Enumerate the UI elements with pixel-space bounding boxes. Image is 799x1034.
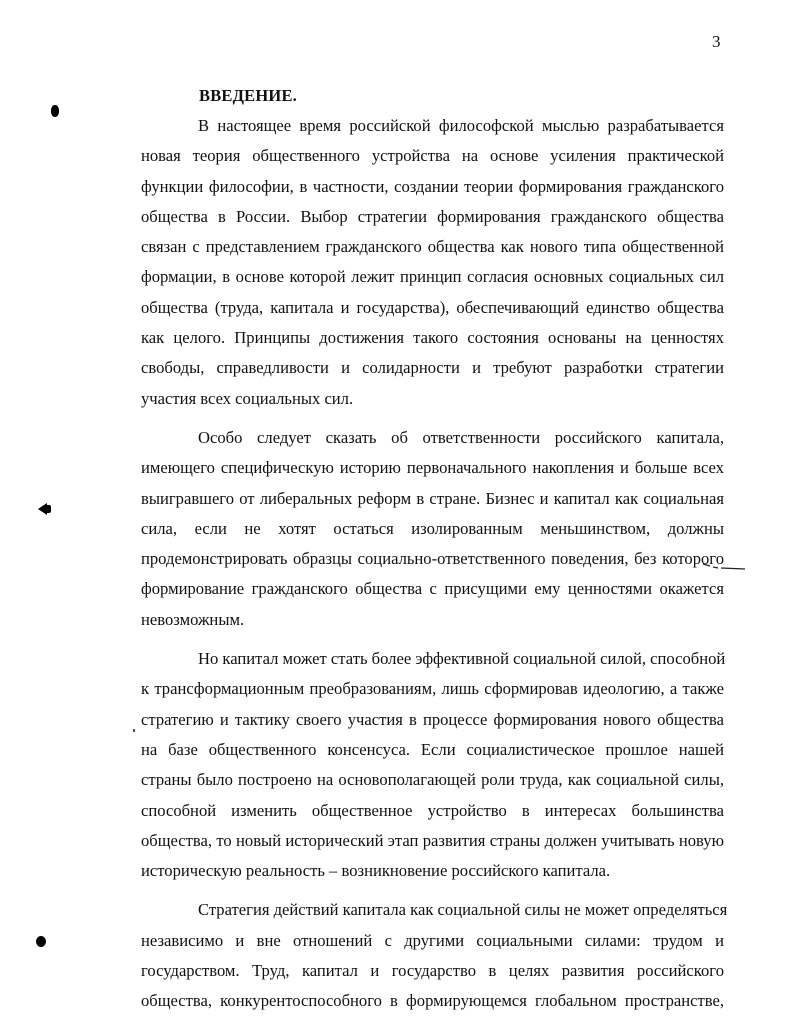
page-number: 3	[712, 32, 721, 51]
text-line: страны было построено на основополагающей роли труда, как социальной силы,	[141, 770, 724, 790]
paragraph-1	[141, 111, 724, 414]
text-line: формации, в основе которой лежит принцип согласия основных социальных сил	[141, 267, 724, 287]
text-line: общества в России. Выбор стратегии формирования гражданского общества	[141, 206, 724, 226]
margin-blot-icon	[51, 105, 59, 117]
text-line: независимо и вне отношений с другими социальными силами: трудом и	[141, 930, 724, 950]
text-line: способной изменить общественное устройство в интересах большинства	[141, 800, 724, 820]
text-line: стратегию и тактику своего участия в процессе формирования нового общества	[141, 709, 724, 729]
text-line: сила, если не хотят остаться изолированным меньшинством, должны	[141, 518, 724, 538]
paragraph-4	[141, 895, 728, 1016]
text-line: Но капитал может стать более эффективной социальной силой, способной	[198, 649, 726, 669]
text-line: В настоящее время российской философской мыслью разрабатывается	[198, 116, 724, 135]
text-line: выигравшего от либеральных реформ в стране. Бизнес и капитал как социальная	[141, 488, 724, 508]
text-line: историческую реальность – возникновение российского капитала.	[141, 861, 611, 881]
text-line: общества, то новый исторический этап развития страны должен учитывать новую	[141, 830, 724, 850]
text-line: на базе общественного консенсуса. Если социалистическое прошлое нашей	[141, 739, 724, 759]
text-line: государством. Труд, капитал и государство в целях развития российского	[141, 961, 724, 981]
text-line: свободы, справедливости и солидарности и требуют разработки стратегии	[141, 358, 724, 378]
text-line: общества (труда, капитала и государства), обеспечивающий единство общества	[141, 297, 724, 317]
margin-blot-icon	[36, 936, 46, 947]
text-line: Стратегия действий капитала как социальной силы не может определяться	[198, 900, 728, 920]
text-line: к трансформационным преобразованиям, лишь сформировав идеологию, а также	[141, 679, 724, 699]
text-line: как целого. Принципы достижения такого состояния основаны на ценностях	[141, 328, 724, 348]
text-line: связан с представлением гражданского общества как нового типа общественной	[141, 237, 724, 257]
paragraph-3	[141, 644, 724, 886]
section-heading: ВВЕДЕНИЕ.	[199, 86, 297, 105]
text-line: невозможным.	[141, 609, 245, 629]
paragraph-2	[141, 423, 724, 635]
text-line: общества, конкурентоспособного в формирующемся глобальном пространстве,	[141, 991, 724, 1011]
text-line: Особо следует сказать об ответственности российского капитала,	[198, 427, 724, 447]
tick-mark	[133, 729, 135, 732]
document-body	[141, 111, 728, 1017]
text-line: имеющего специфическую историю первоначального накопления и больше всех	[141, 458, 724, 478]
text-line: функции философии, в частности, создании теории формирования гражданского	[141, 176, 724, 196]
margin-arrow-tail-icon	[45, 505, 51, 513]
text-line: продемонстрировать образцы социально-ответственного поведения, без которого	[141, 549, 724, 569]
text-line: новая теория общественного устройства на основе усиления практической	[141, 146, 724, 166]
text-line: формирование гражданского общества с присущими ему ценностями окажется	[141, 579, 724, 599]
text-line: участия всех социальных сил.	[141, 388, 354, 408]
